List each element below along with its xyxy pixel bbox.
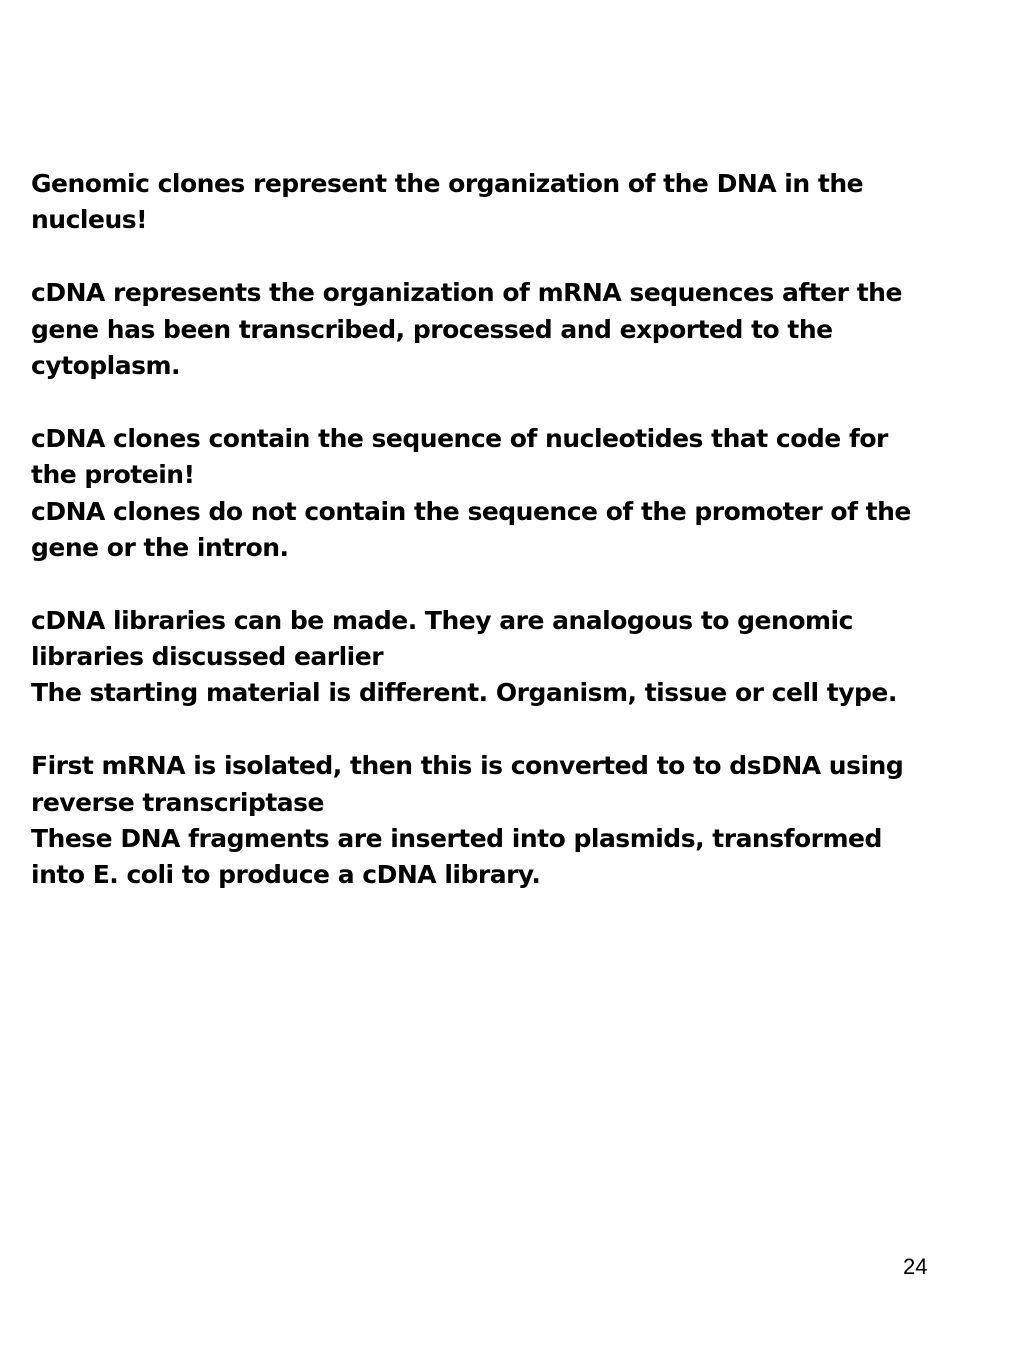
paragraph-cdna-libraries xyxy=(31,603,1011,712)
text-line: cDNA clones do not contain the sequence of the promoter of the xyxy=(31,496,911,526)
text-line: libraries discussed earlier xyxy=(31,642,384,672)
text-line: cDNA libraries can be made. They are analogous to genomic xyxy=(31,605,853,635)
text-line: cDNA represents the organization of mRNA sequences after the xyxy=(31,278,902,308)
text-line: gene or the intron. xyxy=(31,532,289,562)
paragraph-genomic-clones xyxy=(31,166,1011,239)
text-line: gene has been transcribed, processed and exported to the xyxy=(31,314,833,344)
paragraph-cdna-clones xyxy=(31,421,1011,567)
paragraph-cdna-organization xyxy=(31,275,1011,384)
text-line: Genomic clones represent the organization of the DNA in the xyxy=(31,169,864,198)
text-line: into E. coli to produce a cDNA library. xyxy=(31,860,541,890)
text-line: cDNA clones contain the sequence of nucleotides that code for xyxy=(31,423,888,453)
text-line: First mRNA is isolated, then this is converted to to dsDNA using xyxy=(31,751,904,781)
paragraph-procedure xyxy=(31,748,1011,894)
text-line: These DNA fragments are inserted into plasmids, transformed xyxy=(31,824,882,854)
page-number: 24 xyxy=(903,1254,928,1279)
text-line: cytoplasm. xyxy=(31,350,181,380)
text-line: nucleus! xyxy=(31,205,148,235)
text-line: The starting material is different. Organism, tissue or cell type. xyxy=(31,678,897,708)
text-line: the protein! xyxy=(31,460,195,490)
slide-body xyxy=(31,166,1011,894)
text-line: reverse transcriptase xyxy=(31,787,325,817)
